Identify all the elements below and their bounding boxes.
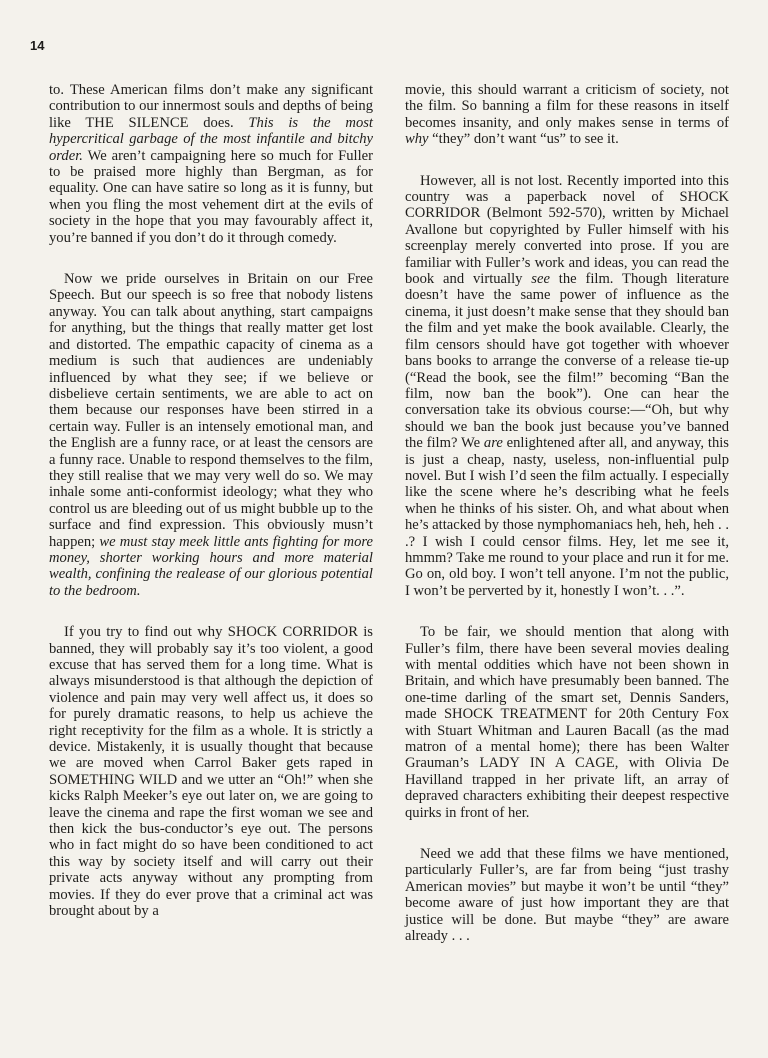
paragraph-text: We aren’t campaigning here so much for Fuller to be praised more highly than Bergman, as for equality. One can have satire so long as it is funny, but when you fling the most vehement dirt at the evils of society in the hope that you may favourably affect it, you’re banned if you don’t do it through comedy.: [49, 147, 373, 246]
paragraph-text: Now we pride ourselves in Britain on our Free Speech. But our speech is so free that nobody listens anyway. You can talk about anything, start campaigns for anything, but the things that really matter get lost and distorted. The empathic capacity of cinema as a medium is such that audiences are undeniably influenced by what they see; if we believe or disbelieve certain sentiments, we are able to act on them because our responses have been stirred in a certain way. Fuller is an intensely emotional man, and the English are a funny race, or at least the censors are a funny race. Unable to respond themselves to the film, they still realise that we may very well do so. We may inhale some anti-conformist ideology; what they who control us are bleeding out of us might bubble up to the surface and find expression. This obviously musn’t happen;: [49, 271, 373, 550]
left-column: [49, 82, 373, 945]
paragraph-text: movie, this should warrant a criticism of society, not the film. So banning a film for these reasons in itself becomes insanity, and only makes sense in terms of: [405, 82, 729, 131]
paragraph-italic-text: see: [531, 271, 550, 288]
paragraph-text: “they” don’t want “us” to see it.: [428, 131, 619, 148]
paragraph: [405, 624, 729, 821]
paragraph-italic-text: we must stay meek little ants fighting for more money, shorter working hours and more material wealth, confining the realease of our glorious potential to the bedroom.: [49, 533, 373, 599]
paragraph-text: If you try to find out why SHOCK CORRIDOR is banned, they will probably say it’s too violent, a good excuse that has served them for a long time. What is always misunderstood is that although the depiction of violence and pain may very well affect us, it does so for purely dramatic reasons, to help us achieve the right receptivity for the film as a whole. It is strictly a device. Mistakenly, it is usually thought that because we are moved when Carrol Baker gets raped in SOMETHING WILD and we utter an “Oh!” when she kicks Ralph Meeker’s eye out later on, we are going to leave the cinema and rape the first woman we see and then kick the bus-conductor’s eye out. The persons who in fact might do so have been conditioned to act this way by society itself and will carry out their private acts anyway without any prompting from movies. If they do ever prove that a criminal act was brought about by a: [49, 624, 373, 920]
paragraph: [405, 846, 729, 944]
paragraph-text: the film. Though literature doesn’t have the same power of influence as the cinema, it just doesn’t make sense that they should ban the film and yet make the book available. Clearly, the film censors should have got together with whoever bans books to arrange the converse of a release tie-up (“Read the book, see the film!” becoming “Ban the film, now ban the book”). One can hear the conversation take its obvious course:—“Oh, but why should we ban the book just because you’ve banned the film? We: [405, 271, 729, 452]
right-column: [405, 82, 729, 970]
paragraph-italic-text: This is the most hypercritical garbage of the most infantile and bitchy order.: [49, 114, 373, 164]
page-number: 14: [30, 38, 45, 53]
paragraph: [49, 82, 373, 246]
paragraph: [405, 173, 729, 600]
paragraph-italic-text: are: [483, 435, 503, 452]
paragraph-text: Need we add that these films we have mentioned, particularly Fuller’s, are far from being “just trashy American movies” but maybe it won’t be until “they” become aware of just how important they are that justice will be done. But maybe “they” are aware already . . .: [405, 846, 729, 945]
paragraph: [49, 624, 373, 919]
paragraph-text: to. These American films don’t make any significant contribution to our innermost souls and depths of being like THE SILENCE does.: [49, 82, 373, 131]
paragraph: [405, 82, 729, 148]
paragraph-italic-text: why: [405, 131, 429, 148]
paragraph: [49, 271, 373, 599]
paragraph-text: However, all is not lost. Recently imported into this country was a paperback novel of SHOCK CORRIDOR (Belmont 592-570), written by Michael Avallone but copyrighted by Fuller himself with his screenplay merely converted into prose. If you are familiar with Fuller’s work and ideas, you can read the book and virtually: [405, 172, 729, 288]
paragraph-text: enlightened after all, and anyway, this is just a cheap, nasty, useless, non-influential pulp novel. But I wish I’d seen the film actually. I especially like the scene where he’s describing what he feels when he thinks of his sister. Oh, and what about when he’s attacked by those nymphomaniacs heh, heh, heh . . .? I wish I could censor films. Hey, let me see it, hmmm? Take me round to your place and run it for me. Go on, old boy. I won’t tell anyone. I’m not the public, I won’t be perverted by it, honestly I won’t. . .”.: [405, 435, 729, 599]
paragraph-text: To be fair, we should mention that along with Fuller’s film, there have been several movies dealing with mental oddities which have not been shown in Britain, and which have presumably been banned. The one-time darling of the smart set, Dennis Sanders, made SHOCK TREATMENT for 20th Century Fox with Stuart Whitman and Lauren Bacall (as the mad matron of a mental home); there has been Walter Grauman’s LADY IN A CAGE, with Olivia De Havilland trapped in her private lift, an array of depraved characters exhibiting their deepest respective quirks in front of her.: [405, 624, 729, 821]
